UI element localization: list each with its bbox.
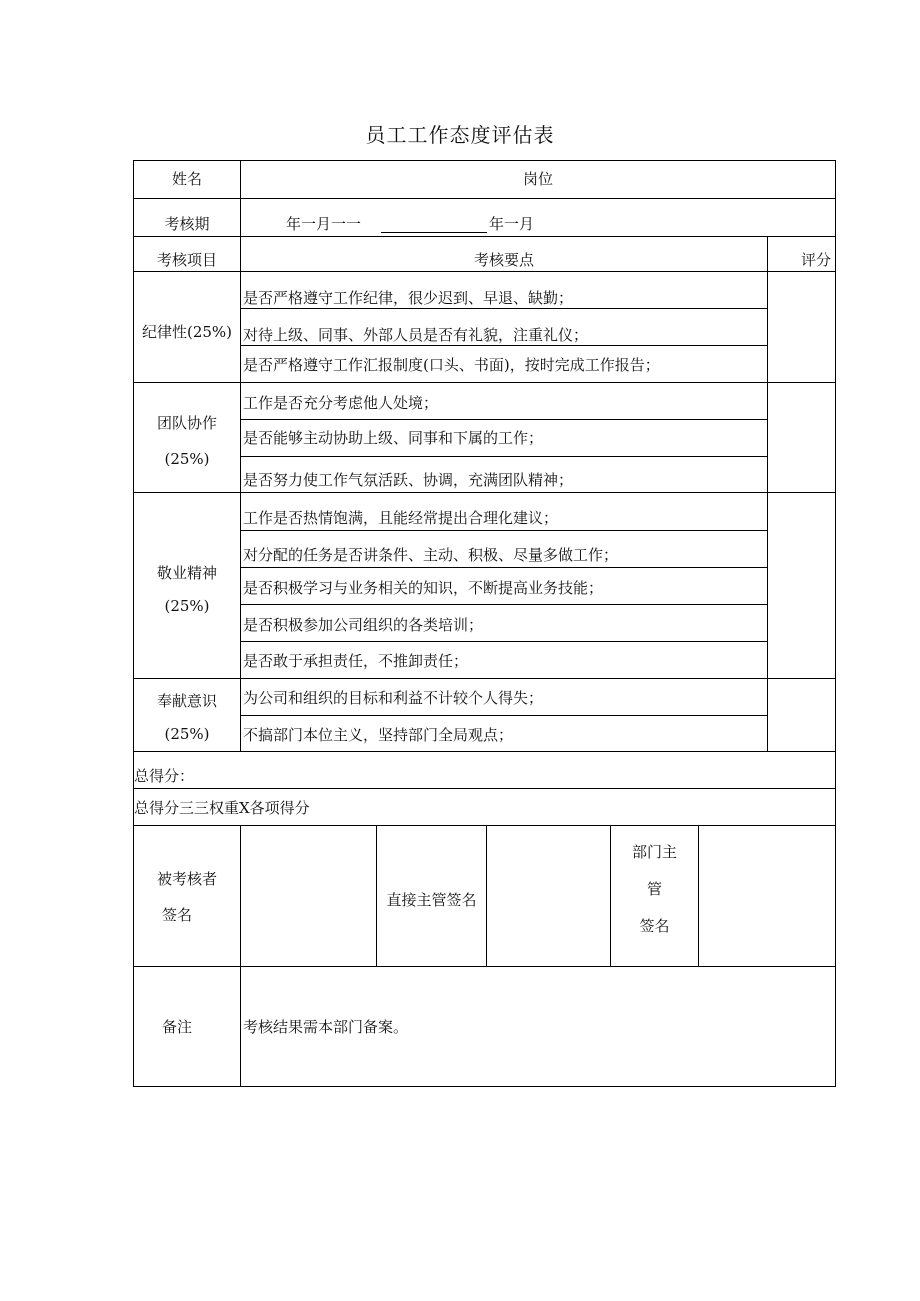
dedication-point: 是否积极学习与业务相关的知识，不断提高业务技能； (243, 579, 604, 597)
point-line (240, 530, 767, 531)
dedication-point: 对分配的任务是否讲条件、主动、积极、尽量多做工作； (243, 546, 619, 564)
dept-manager-label: 部门主 (631, 843, 677, 861)
discipline-point: 是否严格遵守工作纪律，很少迟到、早退、缺勤； (243, 289, 574, 307)
row-line (133, 788, 836, 789)
examinee-signature-label: 被考核者 (156, 870, 217, 888)
row-line (133, 492, 836, 493)
devotion-point: 为公司和组织的目标和利益不计较个人得失； (243, 689, 544, 707)
period-label: 考核期 (164, 215, 210, 233)
point-line (240, 345, 767, 346)
score-field-teamwork[interactable] (768, 383, 835, 492)
point-line (240, 419, 767, 420)
supervisor-signature-field[interactable] (487, 826, 610, 966)
position-label: 岗位 (522, 170, 553, 188)
dedication-point: 是否敢于承担责任，不推卸责任； (243, 652, 469, 670)
score-field-discipline[interactable] (768, 272, 835, 382)
section-teamwork-name: 团队协作 (156, 414, 217, 432)
total-score-formula: 总得分三三权重X各项得分 (134, 799, 310, 817)
points-label: 考核要点 (473, 251, 534, 269)
dedication-point: 工作是否热情饱满，且能经常提出合理化建议； (243, 509, 559, 527)
teamwork-point: 工作是否充分考虑他人处境； (243, 394, 439, 412)
score-label: 评分 (801, 251, 832, 269)
col-line (240, 160, 241, 752)
dept-manager-signature-field[interactable] (699, 826, 835, 966)
section-dedication-weight: (25%) (164, 597, 210, 615)
section-discipline-name: 纪律性(25%) (141, 323, 233, 341)
score-field-dedication[interactable] (768, 493, 835, 678)
point-line (240, 641, 767, 642)
total-score-label: 总得分： (134, 767, 195, 785)
row-line (133, 751, 836, 752)
examinee-signature-label-2: 签名 (161, 906, 192, 924)
row-line (133, 966, 836, 967)
point-line (240, 456, 767, 457)
teamwork-point: 是否努力使工作气氛活跃、协调，充满团队精神； (243, 471, 574, 489)
section-dedication-name: 敬业精神 (156, 564, 217, 582)
discipline-point: 对待上级、同事、外部人员是否有礼貌，注重礼仪； (243, 326, 589, 344)
period-end: 年一月 (489, 215, 535, 233)
row-line (133, 382, 836, 383)
examinee-signature-field[interactable] (241, 826, 376, 966)
row-line (133, 236, 836, 237)
remarks-label: 备注 (161, 1018, 192, 1036)
dedication-point: 是否积极参加公司组织的各类培训； (243, 616, 484, 634)
dept-manager-label-2: 管 (646, 880, 662, 898)
score-field-devotion[interactable] (768, 679, 835, 751)
table-border-top (133, 160, 836, 161)
dept-manager-label-3: 签名 (639, 917, 670, 935)
period-underline (381, 232, 487, 233)
discipline-point: 是否严格遵守工作汇报制度(口头、书面)，按时完成工作报告； (243, 356, 660, 374)
point-line (240, 604, 767, 605)
row-line (133, 678, 836, 679)
row-line (133, 198, 836, 199)
table-border-bottom (133, 1086, 836, 1087)
section-devotion-weight: (25%) (164, 725, 210, 743)
point-line (240, 567, 767, 568)
item-label: 考核项目 (156, 251, 217, 269)
form-title: 员工工作态度评估表 (365, 123, 555, 147)
row-line (133, 271, 836, 272)
supervisor-signature-label: 直接主管签名 (386, 891, 477, 909)
teamwork-point: 是否能够主动协助上级、同事和下属的工作； (243, 429, 544, 447)
section-teamwork-weight: (25%) (164, 450, 210, 468)
devotion-point: 不搞部门本位主义，坚持部门全局观点； (243, 726, 514, 744)
table-border-right (835, 160, 836, 1087)
section-devotion-name: 奉献意识 (156, 692, 217, 710)
table-border-left (133, 160, 134, 1087)
period-start: 年一月一一 (286, 215, 362, 233)
remarks-text: 考核结果需本部门备案。 (243, 1018, 409, 1036)
name-label: 姓名 (171, 170, 202, 188)
point-line (240, 715, 767, 716)
point-line (240, 308, 767, 309)
